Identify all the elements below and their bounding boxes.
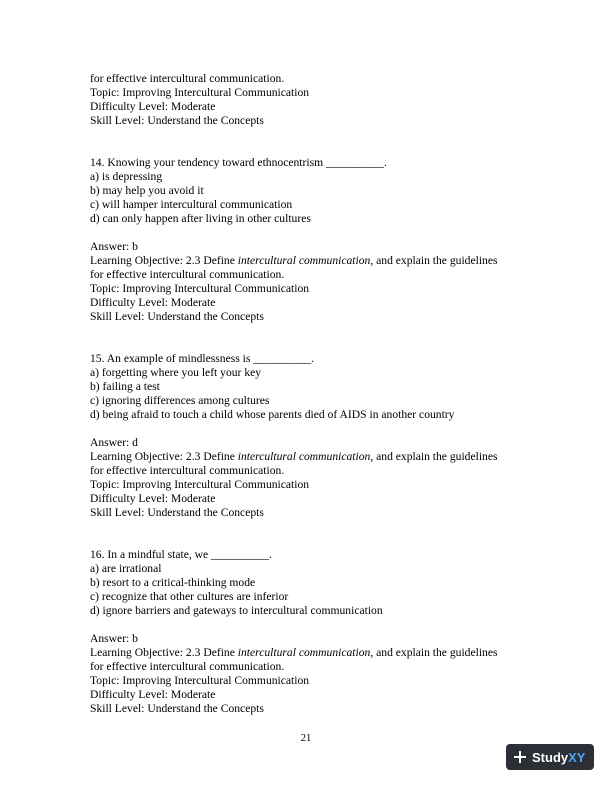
option-d: d) can only happen after living in other cultures xyxy=(90,212,311,225)
lo-term: intercultural communication xyxy=(237,254,371,267)
option-c: c) will hamper intercultural communication xyxy=(90,198,293,211)
lo-suffix: , and explain the guidelines xyxy=(370,646,498,659)
option-d: d) being afraid to touch a child whose parents died of AIDS in another country xyxy=(90,408,455,421)
answer-line: Answer: b xyxy=(90,632,138,645)
question-text: 16. In a mindful state, we __________. xyxy=(90,548,272,561)
question-text: 15. An example of mindlessness is __________. xyxy=(90,352,315,365)
learning-objective xyxy=(90,646,530,660)
page-number: 21 xyxy=(300,733,312,744)
skill-line: Skill Level: Understand the Concepts xyxy=(90,702,264,715)
option-b: b) resort to a critical-thinking mode xyxy=(90,576,256,589)
difficulty-line: Difficulty Level: Moderate xyxy=(90,688,216,701)
learning-objective xyxy=(90,450,530,464)
learning-objective xyxy=(90,254,530,268)
option-a: a) forgetting where you left your key xyxy=(90,366,262,379)
difficulty-line: Difficulty Level: Moderate xyxy=(90,492,216,505)
badge-label-suffix: XY xyxy=(568,749,586,765)
option-c: c) recognize that other cultures are inferior xyxy=(90,590,289,603)
intro-line: Skill Level: Understand the Concepts xyxy=(90,114,264,127)
intro-line: for effective intercultural communication. xyxy=(90,72,285,85)
topic-line: Topic: Improving Intercultural Communication xyxy=(90,282,310,295)
option-d: d) ignore barriers and gateways to intercultural communication xyxy=(90,604,383,617)
lo-term: intercultural communication xyxy=(237,646,371,659)
lo-suffix: , and explain the guidelines xyxy=(370,254,498,267)
option-c: c) ignoring differences among cultures xyxy=(90,394,270,407)
topic-line: Topic: Improving Intercultural Communication xyxy=(90,674,310,687)
option-a: a) are irrational xyxy=(90,562,162,575)
intro-block xyxy=(90,72,530,128)
skill-line: Skill Level: Understand the Concepts xyxy=(90,310,264,323)
question-text: 14. Knowing your tendency toward ethnocentrism __________. xyxy=(90,156,387,169)
question-block-15 xyxy=(90,352,530,520)
lo-continuation: for effective intercultural communication. xyxy=(90,464,285,477)
lo-prefix: Learning Objective: 2.3 Define xyxy=(90,450,238,463)
studyxy-badge[interactable] xyxy=(506,744,594,770)
page-content xyxy=(90,72,530,716)
lo-continuation: for effective intercultural communication. xyxy=(90,268,285,281)
lo-prefix: Learning Objective: 2.3 Define xyxy=(90,254,238,267)
lo-prefix: Learning Objective: 2.3 Define xyxy=(90,646,238,659)
topic-line: Topic: Improving Intercultural Communication xyxy=(90,478,310,491)
intro-line: Topic: Improving Intercultural Communication xyxy=(90,86,310,99)
question-block-16 xyxy=(90,548,530,716)
intro-line: Difficulty Level: Moderate xyxy=(90,100,216,113)
question-block-14 xyxy=(90,156,530,324)
difficulty-line: Difficulty Level: Moderate xyxy=(90,296,216,309)
option-a: a) is depressing xyxy=(90,170,163,183)
lo-continuation: for effective intercultural communication. xyxy=(90,660,285,673)
option-b: b) may help you avoid it xyxy=(90,184,204,197)
lo-term: intercultural communication xyxy=(237,450,371,463)
skill-line: Skill Level: Understand the Concepts xyxy=(90,506,264,519)
answer-line: Answer: b xyxy=(90,240,138,253)
badge-label-prefix: Study xyxy=(532,749,569,765)
answer-line: Answer: d xyxy=(90,436,138,449)
lo-suffix: , and explain the guidelines xyxy=(370,450,498,463)
plus-icon xyxy=(514,751,526,763)
option-b: b) failing a test xyxy=(90,380,160,393)
